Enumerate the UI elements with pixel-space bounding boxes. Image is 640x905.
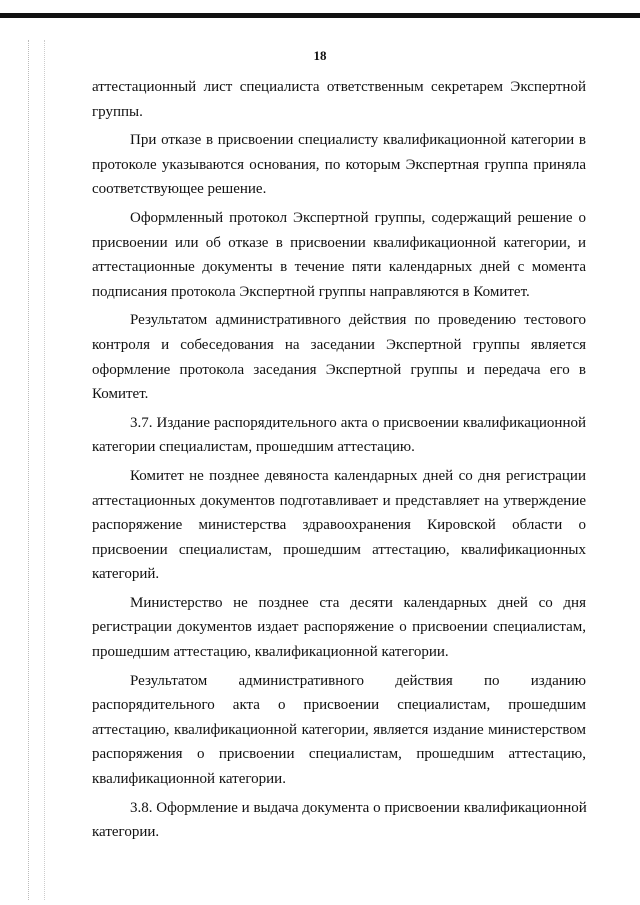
paragraph <box>92 75 586 124</box>
paragraph <box>92 591 586 665</box>
text-line: Результатом административного действия по изданию <box>130 672 586 689</box>
paragraph <box>92 206 586 304</box>
text-line: подписания протокола Экспертной группы направляются в Комитет. <box>92 283 530 300</box>
text-line: категорий. <box>92 566 160 583</box>
scan-top-border <box>0 13 640 18</box>
text-line: Результатом административного действия по проведению тестового <box>130 312 586 329</box>
paragraph <box>92 128 586 202</box>
text-line: 3.7. Издание распорядительного акта о присвоении квалификационной <box>130 414 586 431</box>
paragraph <box>92 796 586 845</box>
text-line: квалификационной категории. <box>92 771 286 788</box>
text-line: соответствующее решение. <box>92 181 267 198</box>
text-line: Оформленный протокол Экспертной группы, содержащий решение о <box>130 209 586 226</box>
text-line: группы. <box>92 103 143 120</box>
text-line: Министерство не позднее ста десяти календарных дней со дня <box>130 594 586 611</box>
text-line: аттестацию, квалификационной категории, является издание министерством <box>92 721 586 738</box>
paragraph <box>92 308 586 406</box>
paragraph <box>92 464 586 587</box>
paragraph <box>92 411 586 460</box>
scan-edge-artifact <box>28 40 30 900</box>
text-line: 3.8. Оформление и выдача документа о присвоении квалификационной <box>130 799 587 816</box>
text-line: аттестационных документов подготавливает и представляет на утверждение <box>92 492 586 509</box>
text-line: При отказе в присвоении специалисту квалификационной категории в <box>130 132 586 149</box>
text-line: протоколе указываются основания, по которым Экспертная группа приняла <box>92 156 586 173</box>
paragraph <box>92 669 586 792</box>
text-line: присвоении специалистам, прошедшим аттестацию, квалификационных <box>92 541 586 558</box>
page-number: 18 <box>313 48 327 63</box>
document-body <box>92 75 586 849</box>
text-line: Комитет не позднее девяноста календарных дней со дня регистрации <box>130 467 586 484</box>
text-line: контроля и собеседования на заседании Экспертной группы является <box>92 336 586 353</box>
text-line: регистрации документов издает распоряжение о присвоении специалистам, <box>92 619 586 636</box>
text-line: аттестационные документы в течение пяти календарных дней с момента <box>92 259 586 276</box>
text-line: категории специалистам, прошедшим аттестацию. <box>92 439 415 456</box>
text-line: аттестационный лист специалиста ответственным секретарем Экспертной <box>92 79 586 95</box>
text-line: распорядительного акта о присвоении специалистам, прошедшим <box>92 697 586 714</box>
text-line: Комитет. <box>92 386 149 403</box>
scan-edge-artifact <box>44 40 46 900</box>
text-line: прошедшим аттестацию, квалификационной категории. <box>92 644 449 661</box>
text-line: распоряжение министерства здравоохранения Кировской области о <box>92 517 586 534</box>
text-line: оформление протокола заседания Экспертной группы и передача его в <box>92 361 586 378</box>
text-line: категории. <box>92 824 160 841</box>
text-line: присвоении или об отказе в присвоении квалификационной категории, и <box>92 234 586 251</box>
text-line: распоряжения о присвоении специалистам, прошедшим аттестацию, <box>92 746 586 763</box>
